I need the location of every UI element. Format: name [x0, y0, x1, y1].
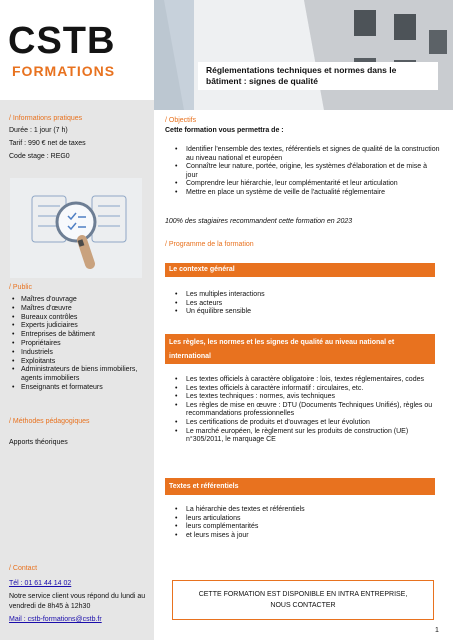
- list-item: • Les acteurs: [175, 300, 440, 309]
- list-item: • Maîtres d'ouvrage: [12, 296, 152, 305]
- list-item: • Le marché européen, le règlement sur les produits de construction (UE) n°305/2011, le marquage CE: [175, 428, 440, 445]
- logo-wordmark: CSTB: [8, 20, 116, 62]
- list-item: • Entreprises de bâtiment: [12, 331, 152, 340]
- list-item: • Les multiples interactions: [175, 291, 440, 300]
- list-item: • Exploitants: [12, 358, 152, 367]
- list-item: • Experts judiciaires: [12, 322, 152, 331]
- public-list: [12, 296, 152, 393]
- list-item: • Industriels: [12, 349, 152, 358]
- list-item: • Administrateurs de biens immobiliers, agents immobiliers: [12, 366, 152, 384]
- public-title: / Public: [9, 284, 32, 291]
- section-heading: Le contexte général: [169, 266, 235, 273]
- title-line-1: Réglementations techniques et normes dans le: [206, 65, 397, 75]
- list-item: • leurs complémentarités: [175, 523, 440, 532]
- logo-subtitle: FORMATIONS: [12, 63, 116, 79]
- objectives-title: / Objectifs: [165, 117, 197, 124]
- list-item: • Maîtres d'œuvre: [12, 305, 152, 314]
- section-list-context: [175, 291, 440, 317]
- section-bar-context: [165, 263, 435, 277]
- contact-phone-link[interactable]: Tél : 01 61 44 14 02: [9, 580, 72, 587]
- list-item: • leurs articulations: [175, 515, 440, 524]
- program-title: / Programme de la formation: [165, 241, 254, 248]
- list-item: • Les textes officiels à caractère obligatoire : lois, textes réglementaires, codes: [175, 376, 440, 385]
- building-photo-icon: [154, 0, 453, 110]
- methods-text: Apports théoriques: [9, 439, 68, 446]
- section-list-texts: [175, 506, 440, 540]
- practical-info-duration: Durée : 1 jour (7 h): [9, 127, 68, 134]
- section-heading: Les règles, les normes et les signes de qualité au niveau national et international: [169, 339, 395, 360]
- section-bar-texts: [165, 478, 435, 495]
- practical-info-price: Tarif : 990 € net de taxes: [9, 140, 86, 147]
- section-heading: Textes et référentiels: [169, 483, 239, 490]
- objectives-intro: Cette formation vous permettra de :: [165, 127, 284, 134]
- list-item: • et leurs mises à jour: [175, 532, 440, 541]
- list-item: • Mettre en place un système de veille de l'actualité réglementaire: [175, 189, 440, 198]
- list-item: • Les textes officiels à caractère informatif : circulaires, etc.: [175, 385, 440, 394]
- list-item: • Un équilibre sensible: [175, 308, 440, 317]
- list-item: • La hiérarchie des textes et référentiels: [175, 506, 440, 515]
- practical-info-code: Code stage : REG0: [9, 153, 70, 160]
- list-item: • Les règles de mise en œuvre : DTU (Documents Techniques Unifiés), règles ou recommandations professionnelles: [175, 402, 440, 419]
- title-line-2: bâtiment : signes de qualité: [206, 76, 318, 86]
- section-list-rules: [175, 376, 440, 445]
- list-item: • Les certifications de produits et d'ouvrages et leur évolution: [175, 419, 440, 428]
- recommendation-note: 100% des stagiaires recommandent cette formation en 2023: [165, 218, 353, 225]
- methods-title: / Méthodes pédagogiques: [9, 418, 90, 425]
- header-photo: [154, 0, 453, 110]
- intra-enterprise-box: [172, 580, 434, 620]
- magnifier-illustration: [10, 178, 142, 278]
- logo: [0, 0, 154, 100]
- page-number: 1: [435, 627, 439, 634]
- list-item: • Bureaux contrôles: [12, 314, 152, 323]
- checklist-magnifier-icon: [10, 178, 142, 278]
- list-item: • Propriétaires: [12, 340, 152, 349]
- section-bar-rules: [165, 334, 435, 364]
- list-item: • Comprendre leur hiérarchie, leur complémentarité et leur articulation: [175, 180, 440, 189]
- list-item: • Connaître leur nature, portée, origine, les systèmes d'élaboration et de mise à jour: [175, 163, 440, 180]
- list-item: • Identifier l'ensemble des textes, référentiels et signes de qualité de la construction au niveau national et européen: [175, 146, 440, 163]
- list-item: • Les textes techniques : normes, avis techniques: [175, 393, 440, 402]
- contact-email-link[interactable]: Mail : cstb-formations@cstb.fr: [9, 616, 102, 623]
- practical-info-title: / Informations pratiques: [9, 115, 83, 122]
- page-title: [198, 62, 438, 90]
- contact-title: / Contact: [9, 565, 38, 572]
- cta-line-1: CETTE FORMATION EST DISPONIBLE EN INTRA ENTREPRISE,: [198, 591, 408, 598]
- cta-line-2: NOUS CONTACTER: [270, 602, 336, 609]
- contact-hours: Notre service client vous répond du lundi au vendredi de 8h45 à 12h30: [9, 593, 146, 610]
- list-item: • Enseignants et formateurs: [12, 384, 152, 393]
- objectives-list: [175, 146, 440, 198]
